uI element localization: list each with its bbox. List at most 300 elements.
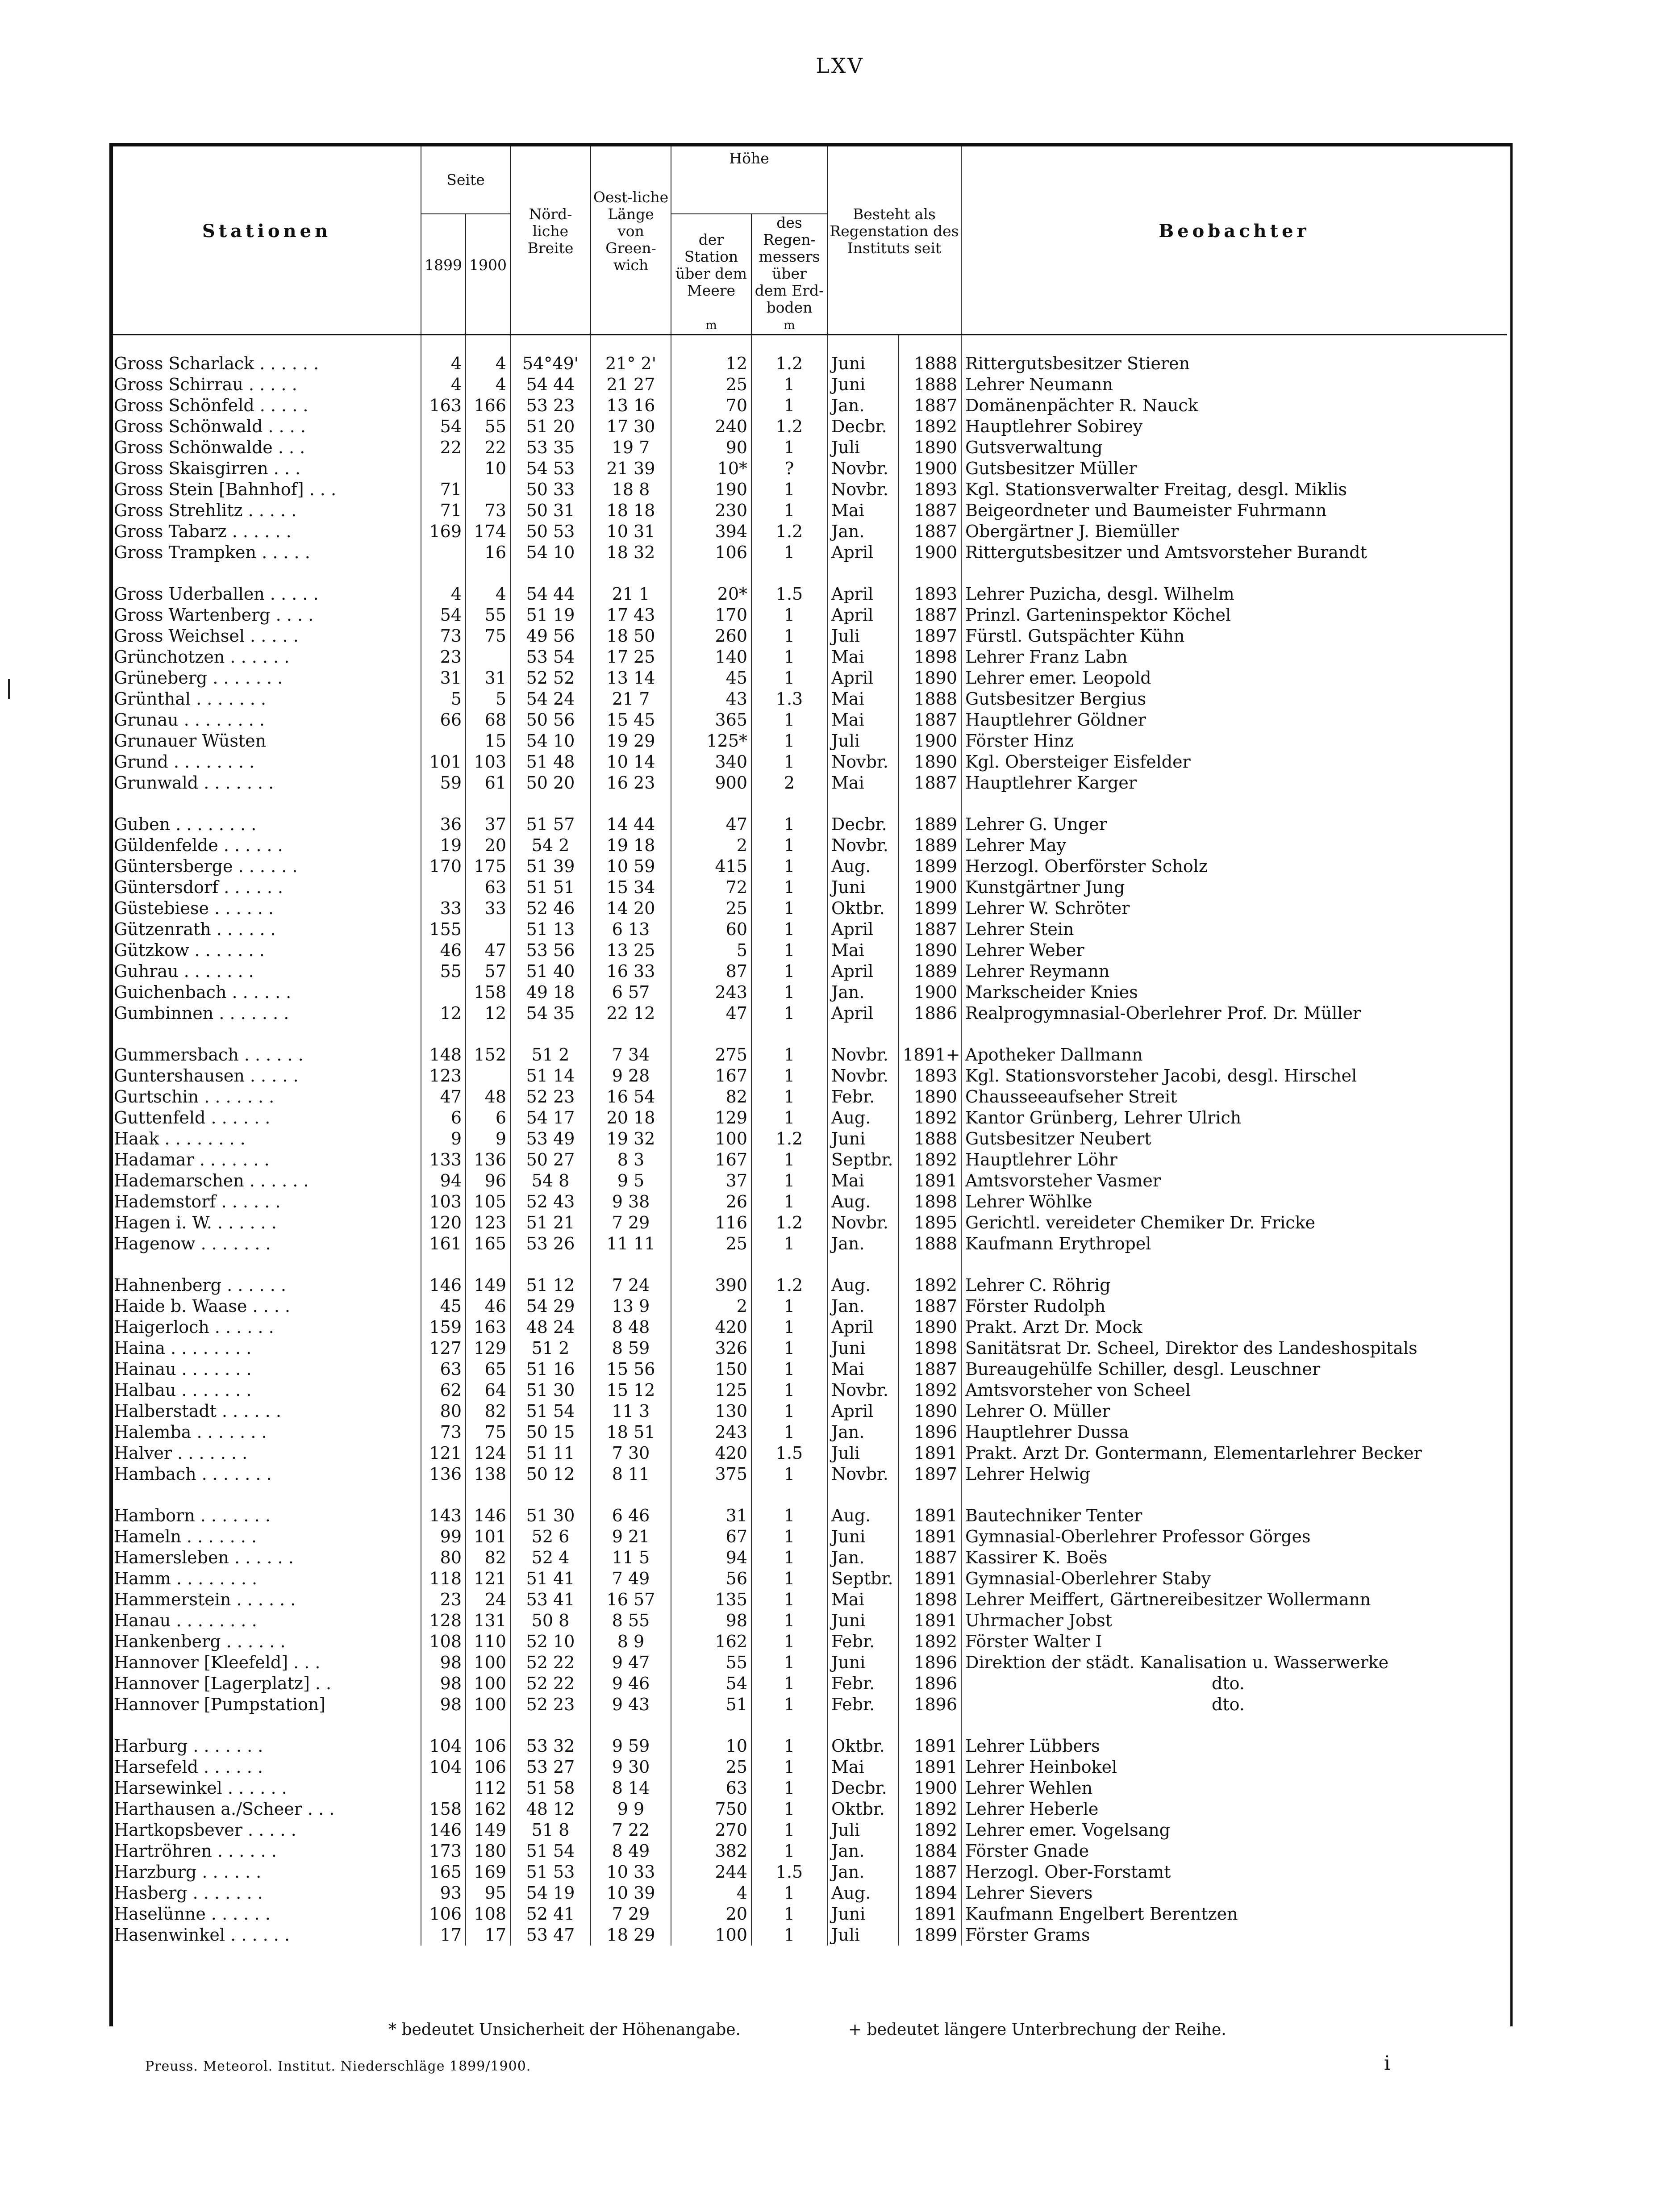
table-row [113, 835, 1507, 856]
seit-jahr: 1890 [899, 1086, 961, 1107]
group-separator [113, 1254, 1507, 1275]
laenge: 8 55 [591, 1610, 671, 1631]
table-row [113, 1107, 1507, 1128]
seite-1899: 118 [421, 1568, 466, 1589]
seit-monat: April [827, 605, 899, 626]
seit-monat: Oktbr. [827, 1736, 899, 1757]
seite-1899: 104 [421, 1757, 466, 1778]
breite: 51 54 [510, 1841, 591, 1862]
beobachter: Kgl. Stationsvorsteher Jacobi, desgl. Hirschel [961, 1065, 1507, 1086]
hoehe-regenmesser: 1.5 [751, 584, 827, 605]
seit-monat: Mai [827, 1359, 899, 1380]
breite: 53 41 [510, 1589, 591, 1610]
seit-jahr: 1895 [899, 1212, 961, 1233]
beobachter: Direktion der städt. Kanalisation u. Wasserwerke [961, 1652, 1507, 1673]
laenge: 6 57 [591, 982, 671, 1003]
seite-1900: 129 [466, 1338, 510, 1359]
seite-1899: 121 [421, 1443, 466, 1464]
hoehe-regenmesser: 1 [751, 1317, 827, 1338]
seite-1900: 106 [466, 1736, 510, 1757]
page-number: LXV [816, 54, 864, 78]
beobachter: Lehrer Heinbokel [961, 1757, 1507, 1778]
seit-jahr: 1897 [899, 626, 961, 647]
hoehe-station: 130 [671, 1401, 751, 1422]
table-row [113, 773, 1507, 793]
seit-jahr: 1890 [899, 668, 961, 689]
seit-jahr: 1900 [899, 1778, 961, 1799]
beobachter: Gutsverwaltung [961, 437, 1507, 458]
seit-jahr: 1891 [899, 1568, 961, 1589]
seit-monat: Decbr. [827, 814, 899, 835]
station-name: Harburg . . . . . . . [114, 1736, 263, 1756]
seite-1899 [421, 542, 466, 563]
seite-1899 [421, 877, 466, 898]
hoehe-station: 67 [671, 1526, 751, 1547]
table-row [113, 1904, 1507, 1925]
seit-monat: Novbr. [827, 479, 899, 500]
seit-monat: Juni [827, 1904, 899, 1925]
table-row [113, 1883, 1507, 1904]
beobachter: Kunstgärtner Jung [961, 877, 1507, 898]
seite-1899: 101 [421, 752, 466, 773]
table-row [113, 605, 1507, 626]
breite: 54 44 [510, 584, 591, 605]
laenge: 13 16 [591, 395, 671, 416]
seite-1899: 5 [421, 689, 466, 710]
breite: 54 2 [510, 835, 591, 856]
beobachter: Realprogymnasial-Oberlehrer Prof. Dr. Müller [961, 1003, 1507, 1024]
table-row [113, 647, 1507, 668]
breite: 53 56 [510, 940, 591, 961]
seit-monat: Jan. [827, 1862, 899, 1883]
beobachter: Lehrer Meiffert, Gärtnereibesitzer Wollermann [961, 1589, 1507, 1610]
station-name: Hamm . . . . . . . . [114, 1569, 258, 1588]
laenge: 9 21 [591, 1526, 671, 1547]
seite-1899: 4 [421, 584, 466, 605]
hoehe-regenmesser: 1 [751, 1233, 827, 1254]
seit-monat: Oktbr. [827, 1799, 899, 1820]
laenge: 7 22 [591, 1820, 671, 1841]
beobachter: Lehrer Helwig [961, 1464, 1507, 1485]
seit-jahr: 1890 [899, 1317, 961, 1338]
hoehe-station: 72 [671, 877, 751, 898]
laenge: 15 12 [591, 1380, 671, 1401]
breite: 51 39 [510, 856, 591, 877]
seit-jahr: 1888 [899, 1233, 961, 1254]
beobachter: Lehrer emer. Vogelsang [961, 1820, 1507, 1841]
breite: 51 21 [510, 1212, 591, 1233]
laenge: 9 38 [591, 1191, 671, 1212]
table-row [113, 479, 1507, 500]
seite-1899: 4 [421, 374, 466, 395]
beobachter: Lehrer Sievers [961, 1883, 1507, 1904]
station-name: Hartröhren . . . . . . [114, 1841, 277, 1861]
hoehe-regenmesser: 1.2 [751, 353, 827, 374]
laenge: 22 12 [591, 1003, 671, 1024]
laenge: 14 44 [591, 814, 671, 835]
seit-monat: Jan. [827, 1547, 899, 1568]
table-row [113, 1757, 1507, 1778]
seit-monat: Jan. [827, 521, 899, 542]
hoehe-station: 10* [671, 458, 751, 479]
table-row [113, 898, 1507, 919]
sheet-mark: i [1384, 2052, 1391, 2075]
station-name: Hambach . . . . . . . [114, 1464, 272, 1484]
hoehe-station: 382 [671, 1841, 751, 1862]
seite-1900: 4 [466, 353, 510, 374]
seit-monat: Juni [827, 1526, 899, 1547]
seit-jahr: 1887 [899, 1862, 961, 1883]
table-row [113, 1589, 1507, 1610]
laenge: 20 18 [591, 1107, 671, 1128]
seit-jahr: 1887 [899, 710, 961, 731]
seit-jahr: 1892 [899, 1380, 961, 1401]
seit-jahr: 1893 [899, 479, 961, 500]
seit-monat: Febr. [827, 1694, 899, 1715]
seite-1899: 170 [421, 856, 466, 877]
header-1900: 1900 [466, 214, 510, 316]
table-row [113, 1065, 1507, 1086]
group-separator [113, 1715, 1507, 1736]
laenge: 9 46 [591, 1673, 671, 1694]
seite-1899: 143 [421, 1505, 466, 1526]
seite-1900: 48 [466, 1086, 510, 1107]
table-row [113, 1778, 1507, 1799]
seite-1900: 33 [466, 898, 510, 919]
breite: 54 10 [510, 731, 591, 752]
station-name: Gross Tabarz . . . . . . [114, 522, 292, 541]
table-row [113, 1380, 1507, 1401]
seite-1900: 174 [466, 521, 510, 542]
hoehe-station: 47 [671, 814, 751, 835]
hoehe-station: 56 [671, 1568, 751, 1589]
seit-monat: Novbr. [827, 1065, 899, 1086]
seite-1900: 61 [466, 773, 510, 793]
beobachter: Lehrer Puzicha, desgl. Wilhelm [961, 584, 1507, 605]
seite-1899: 93 [421, 1883, 466, 1904]
beobachter: Rittergutsbesitzer und Amtsvorsteher Burandt [961, 542, 1507, 563]
hoehe-station: 375 [671, 1464, 751, 1485]
beobachter: Lehrer Heberle [961, 1799, 1507, 1820]
seite-1899: 19 [421, 835, 466, 856]
hoehe-station: 116 [671, 1212, 751, 1233]
laenge: 8 49 [591, 1841, 671, 1862]
seite-1899 [421, 731, 466, 752]
laenge: 16 33 [591, 961, 671, 982]
beobachter: Lehrer Wöhlke [961, 1191, 1507, 1212]
table-row [113, 1191, 1507, 1212]
hoehe-station: 60 [671, 919, 751, 940]
breite: 53 23 [510, 395, 591, 416]
hoehe-station: 750 [671, 1799, 751, 1820]
seit-monat: Novbr. [827, 458, 899, 479]
hoehe-regenmesser: 1.2 [751, 521, 827, 542]
laenge: 21° 2' [591, 353, 671, 374]
breite: 52 6 [510, 1526, 591, 1547]
hoehe-regenmesser: 1 [751, 1464, 827, 1485]
laenge: 8 11 [591, 1464, 671, 1485]
seit-jahr: 1886 [899, 1003, 961, 1024]
table-row [113, 1841, 1507, 1862]
seit-jahr: 1899 [899, 856, 961, 877]
footnote-plus: + bedeutet längere Unterbrechung der Reihe. [848, 2021, 1226, 2039]
seite-1899: 104 [421, 1736, 466, 1757]
laenge: 10 39 [591, 1883, 671, 1904]
breite: 50 15 [510, 1422, 591, 1443]
seit-jahr: 1890 [899, 940, 961, 961]
table-row [113, 1212, 1507, 1233]
table-row [113, 1003, 1507, 1024]
beobachter: Gerichtl. vereideter Chemiker Dr. Fricke [961, 1212, 1507, 1233]
table-row [113, 1673, 1507, 1694]
seite-1899: 163 [421, 395, 466, 416]
hoehe-regenmesser: 1.5 [751, 1443, 827, 1464]
hoehe-station: 365 [671, 710, 751, 731]
seit-jahr: 1891 [899, 1526, 961, 1547]
breite: 51 58 [510, 1778, 591, 1799]
hoehe-station: 106 [671, 542, 751, 563]
seite-1900: 110 [466, 1631, 510, 1652]
beobachter: Lehrer Stein [961, 919, 1507, 940]
table-row [113, 1086, 1507, 1107]
laenge: 10 33 [591, 1862, 671, 1883]
seite-1900: 152 [466, 1044, 510, 1065]
breite: 51 51 [510, 877, 591, 898]
breite: 50 20 [510, 773, 591, 793]
breite: 54 8 [510, 1170, 591, 1191]
seite-1899 [421, 1778, 466, 1799]
seit-monat: April [827, 1317, 899, 1338]
breite: 51 54 [510, 1401, 591, 1422]
beobachter: Prakt. Arzt Dr. Mock [961, 1317, 1507, 1338]
beobachter: Gutsbesitzer Bergius [961, 689, 1507, 710]
seit-monat: Juni [827, 877, 899, 898]
breite: 53 47 [510, 1925, 591, 1946]
hoehe-regenmesser: 1 [751, 1799, 827, 1820]
seit-jahr: 1891+ [899, 1044, 961, 1065]
seit-jahr: 1890 [899, 1401, 961, 1422]
seite-1900: 123 [466, 1212, 510, 1233]
seite-1900: 162 [466, 1799, 510, 1820]
laenge: 7 49 [591, 1568, 671, 1589]
seite-1900: 149 [466, 1820, 510, 1841]
seit-jahr: 1884 [899, 1841, 961, 1862]
table-row [113, 437, 1507, 458]
seit-jahr: 1893 [899, 584, 961, 605]
hoehe-station: 162 [671, 1631, 751, 1652]
hoehe-station: 10 [671, 1736, 751, 1757]
seite-1900 [466, 647, 510, 668]
seit-monat: April [827, 668, 899, 689]
table-row [113, 374, 1507, 395]
hoehe-regenmesser: 1.5 [751, 1862, 827, 1883]
seit-monat: Novbr. [827, 1380, 899, 1401]
station-name: Haselünne . . . . . . [114, 1904, 271, 1924]
seit-jahr: 1892 [899, 1275, 961, 1296]
station-name: Gross Uderballen . . . . . [114, 584, 319, 604]
seit-monat: Jan. [827, 395, 899, 416]
station-name: Gummersbach . . . . . . [114, 1045, 304, 1065]
laenge: 18 50 [591, 626, 671, 647]
hoehe-regenmesser: 1 [751, 1380, 827, 1401]
station-name: Harzburg . . . . . . [114, 1862, 262, 1882]
seit-monat: April [827, 584, 899, 605]
laenge: 9 9 [591, 1799, 671, 1820]
seit-jahr: 1889 [899, 814, 961, 835]
breite: 54 53 [510, 458, 591, 479]
table-row [113, 1359, 1507, 1380]
breite: 53 26 [510, 1233, 591, 1254]
hoehe-station: 140 [671, 647, 751, 668]
seit-jahr: 1896 [899, 1652, 961, 1673]
seite-1899: 71 [421, 479, 466, 500]
seit-jahr: 1896 [899, 1694, 961, 1715]
seite-1900: 12 [466, 1003, 510, 1024]
table-row [113, 542, 1507, 563]
beobachter: Gymnasial-Oberlehrer Staby [961, 1568, 1507, 1589]
hoehe-station: 390 [671, 1275, 751, 1296]
beobachter: Gutsbesitzer Müller [961, 458, 1507, 479]
seit-jahr: 1891 [899, 1170, 961, 1191]
hoehe-station: 51 [671, 1694, 751, 1715]
seite-1899: 123 [421, 1065, 466, 1086]
seite-1899 [421, 982, 466, 1003]
seite-1900: 112 [466, 1778, 510, 1799]
seit-monat: Mai [827, 1757, 899, 1778]
seit-monat: Jan. [827, 982, 899, 1003]
table-row [113, 584, 1507, 605]
table-row [113, 668, 1507, 689]
table-row [113, 1610, 1507, 1631]
laenge: 18 8 [591, 479, 671, 500]
seite-1900: 63 [466, 877, 510, 898]
beobachter: Lehrer Wehlen [961, 1778, 1507, 1799]
breite: 51 2 [510, 1044, 591, 1065]
seit-monat: Septbr. [827, 1568, 899, 1589]
seit-jahr: 1887 [899, 605, 961, 626]
hoehe-station: 20 [671, 1904, 751, 1925]
beobachter: Rittergutsbesitzer Stieren [961, 353, 1507, 374]
header-station-meere: der Station über dem Meere [671, 214, 751, 316]
hoehe-station: 170 [671, 605, 751, 626]
seit-monat: Aug. [827, 1191, 899, 1212]
laenge: 8 3 [591, 1149, 671, 1170]
laenge: 18 51 [591, 1422, 671, 1443]
table-row [113, 814, 1507, 835]
seite-1899: 71 [421, 500, 466, 521]
hoehe-station: 100 [671, 1925, 751, 1946]
station-name: Grünchotzen . . . . . . [114, 647, 290, 667]
seite-1900: 5 [466, 689, 510, 710]
group-separator [113, 335, 1507, 354]
beobachter: Kassirer K. Boës [961, 1547, 1507, 1568]
seit-jahr: 1887 [899, 500, 961, 521]
table-row [113, 961, 1507, 982]
station-name: Halbau . . . . . . . [114, 1380, 252, 1400]
header-unit-m: m [671, 316, 751, 335]
stations-table-body [113, 335, 1507, 1946]
seit-monat: Juni [827, 353, 899, 374]
laenge: 7 29 [591, 1904, 671, 1925]
header-unit-m: m [751, 316, 827, 335]
hoehe-regenmesser: 1 [751, 1568, 827, 1589]
hoehe-station: 326 [671, 1338, 751, 1359]
laenge: 10 59 [591, 856, 671, 877]
hoehe-regenmesser: 1 [751, 1904, 827, 1925]
station-name: Hankenberg . . . . . . [114, 1632, 286, 1651]
seite-1900: 6 [466, 1107, 510, 1128]
hoehe-station: 394 [671, 521, 751, 542]
hoehe-regenmesser: 1 [751, 542, 827, 563]
table-row [113, 1464, 1507, 1485]
seite-1900: 4 [466, 584, 510, 605]
seite-1900: 55 [466, 605, 510, 626]
hoehe-station: 87 [671, 961, 751, 982]
seite-1899: 66 [421, 710, 466, 731]
hoehe-station: 25 [671, 374, 751, 395]
hoehe-regenmesser: 1 [751, 1526, 827, 1547]
table-row [113, 521, 1507, 542]
seit-monat: Aug. [827, 1505, 899, 1526]
seite-1899: 54 [421, 416, 466, 437]
hoehe-regenmesser: 1 [751, 1191, 827, 1212]
breite: 50 8 [510, 1610, 591, 1631]
station-name: Guhrau . . . . . . . [114, 961, 254, 981]
breite: 54 17 [510, 1107, 591, 1128]
hoehe-station: 420 [671, 1443, 751, 1464]
seite-1900: 57 [466, 961, 510, 982]
laenge: 19 29 [591, 731, 671, 752]
hoehe-station: 270 [671, 1820, 751, 1841]
beobachter: Herzogl. Ober-Forstamt [961, 1862, 1507, 1883]
laenge: 21 7 [591, 689, 671, 710]
hoehe-regenmesser: 1 [751, 479, 827, 500]
beobachter: Hauptlehrer Dussa [961, 1422, 1507, 1443]
seite-1900: 82 [466, 1401, 510, 1422]
station-name: Hartkopsbever . . . . . [114, 1820, 296, 1840]
hoehe-regenmesser: 1 [751, 961, 827, 982]
hoehe-station: 415 [671, 856, 751, 877]
hoehe-station: 90 [671, 437, 751, 458]
breite: 48 24 [510, 1317, 591, 1338]
breite: 50 33 [510, 479, 591, 500]
hoehe-station: 26 [671, 1191, 751, 1212]
table-row [113, 458, 1507, 479]
seit-jahr: 1898 [899, 1338, 961, 1359]
beobachter: Fürstl. Gutspächter Kühn [961, 626, 1507, 647]
beobachter: Förster Rudolph [961, 1296, 1507, 1317]
seite-1899: 17 [421, 1925, 466, 1946]
hoehe-station: 25 [671, 898, 751, 919]
seit-jahr: 1893 [899, 1065, 961, 1086]
seite-1900: 15 [466, 731, 510, 752]
seite-1900: 68 [466, 710, 510, 731]
beobachter: Lehrer C. Röhrig [961, 1275, 1507, 1296]
station-name: Hagenow . . . . . . . [114, 1234, 271, 1253]
laenge: 21 1 [591, 584, 671, 605]
seite-1900: 103 [466, 752, 510, 773]
laenge: 21 39 [591, 458, 671, 479]
table-row [113, 1317, 1507, 1338]
seite-1900: 175 [466, 856, 510, 877]
seit-monat: Novbr. [827, 752, 899, 773]
beobachter: Kantor Grünberg, Lehrer Ulrich [961, 1107, 1507, 1128]
station-name: Grunauer Wüsten [114, 731, 267, 751]
hoehe-station: 240 [671, 416, 751, 437]
hoehe-regenmesser: 1 [751, 1736, 827, 1757]
table-row [113, 982, 1507, 1003]
seite-1899: 73 [421, 626, 466, 647]
